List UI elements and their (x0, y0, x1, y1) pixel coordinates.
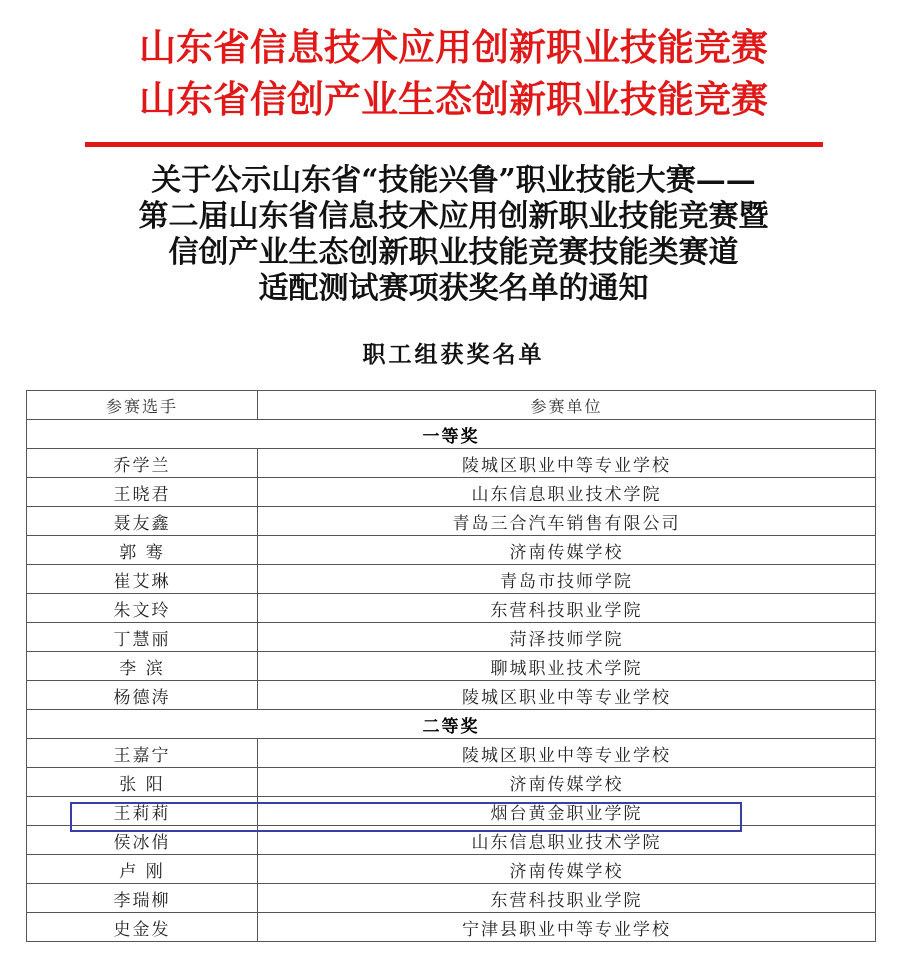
contestant-unit: 青岛三合汽车销售有限公司 (258, 507, 876, 536)
contestant-unit: 宁津县职业中等专业学校 (258, 913, 876, 942)
contestant-name: 崔艾琳 (27, 565, 258, 594)
contestant-unit: 山东信息职业技术学院 (258, 478, 876, 507)
contestant-name: 朱文玲 (27, 594, 258, 623)
table-row (27, 739, 876, 768)
table-row (27, 594, 876, 623)
award-section-row (27, 710, 876, 739)
notice-title-line-2: 第二届山东省信息技术应用创新职业技能竞赛暨 (138, 199, 769, 234)
contestant-unit: 青岛市技师学院 (258, 565, 876, 594)
contestant-name: 侯冰俏 (27, 826, 258, 855)
contestant-name: 李瑞柳 (27, 884, 258, 913)
table-row (27, 536, 876, 565)
contestant-name: 张 阳 (27, 768, 258, 797)
notice-title (0, 163, 907, 307)
column-header-unit: 参赛单位 (258, 391, 876, 420)
contestant-unit: 山东信息职业技术学院 (258, 826, 876, 855)
contestant-name: 杨德涛 (27, 681, 258, 710)
contestant-unit: 东营科技职业学院 (258, 594, 876, 623)
contestant-name: 李 滨 (27, 652, 258, 681)
header-line-1: 山东省信息技术应用创新职业技能竞赛 (139, 26, 768, 69)
notice-title-line-4: 适配测试赛项获奖名单的通知 (258, 271, 649, 306)
contestant-unit: 陵城区职业中等专业学校 (258, 449, 876, 478)
awards-table (26, 390, 876, 942)
table-row (27, 768, 876, 797)
table-row (27, 623, 876, 652)
contestant-unit: 济南传媒学校 (258, 768, 876, 797)
award-level-label: 一等奖 (27, 420, 876, 449)
contestant-name: 聂友鑫 (27, 507, 258, 536)
contestant-name: 丁慧丽 (27, 623, 258, 652)
competition-header (0, 22, 907, 126)
table-row (27, 681, 876, 710)
table-row (27, 855, 876, 884)
table-row (27, 478, 876, 507)
award-level-label: 二等奖 (27, 710, 876, 739)
table-row (27, 826, 876, 855)
table-row (27, 565, 876, 594)
contestant-name: 史金发 (27, 913, 258, 942)
contestant-unit: 菏泽技师学院 (258, 623, 876, 652)
award-section-row (27, 420, 876, 449)
list-title: 职工组获奖名单 (362, 341, 545, 368)
contestant-name: 王莉莉 (27, 797, 258, 826)
table-row (27, 913, 876, 942)
contestant-unit: 烟台黄金职业学院 (258, 797, 876, 826)
contestant-name: 卢 刚 (27, 855, 258, 884)
contestant-unit: 聊城职业技术学院 (258, 652, 876, 681)
table-header-row (27, 391, 876, 420)
table-row (27, 652, 876, 681)
contestant-unit: 东营科技职业学院 (258, 884, 876, 913)
contestant-unit: 陵城区职业中等专业学校 (258, 681, 876, 710)
notice-title-line-1: 关于公示山东省“技能兴鲁”职业技能大赛—— (151, 163, 756, 198)
contestant-unit: 陵城区职业中等专业学校 (258, 739, 876, 768)
contestant-unit: 济南传媒学校 (258, 855, 876, 884)
notice-title-line-3: 信创产业生态创新职业技能竞赛技能类赛道 (168, 235, 739, 270)
header-line-2: 山东省信创产业生态创新职业技能竞赛 (139, 78, 768, 121)
table-row (27, 797, 876, 826)
contestant-name: 王嘉宁 (27, 739, 258, 768)
contestant-unit: 济南传媒学校 (258, 536, 876, 565)
table-row (27, 884, 876, 913)
contestant-name: 王晓君 (27, 478, 258, 507)
column-header-name: 参赛选手 (27, 391, 258, 420)
contestant-name: 郭 骞 (27, 536, 258, 565)
contestant-name: 乔学兰 (27, 449, 258, 478)
header-divider (85, 142, 823, 147)
table-row (27, 507, 876, 536)
table-row (27, 449, 876, 478)
